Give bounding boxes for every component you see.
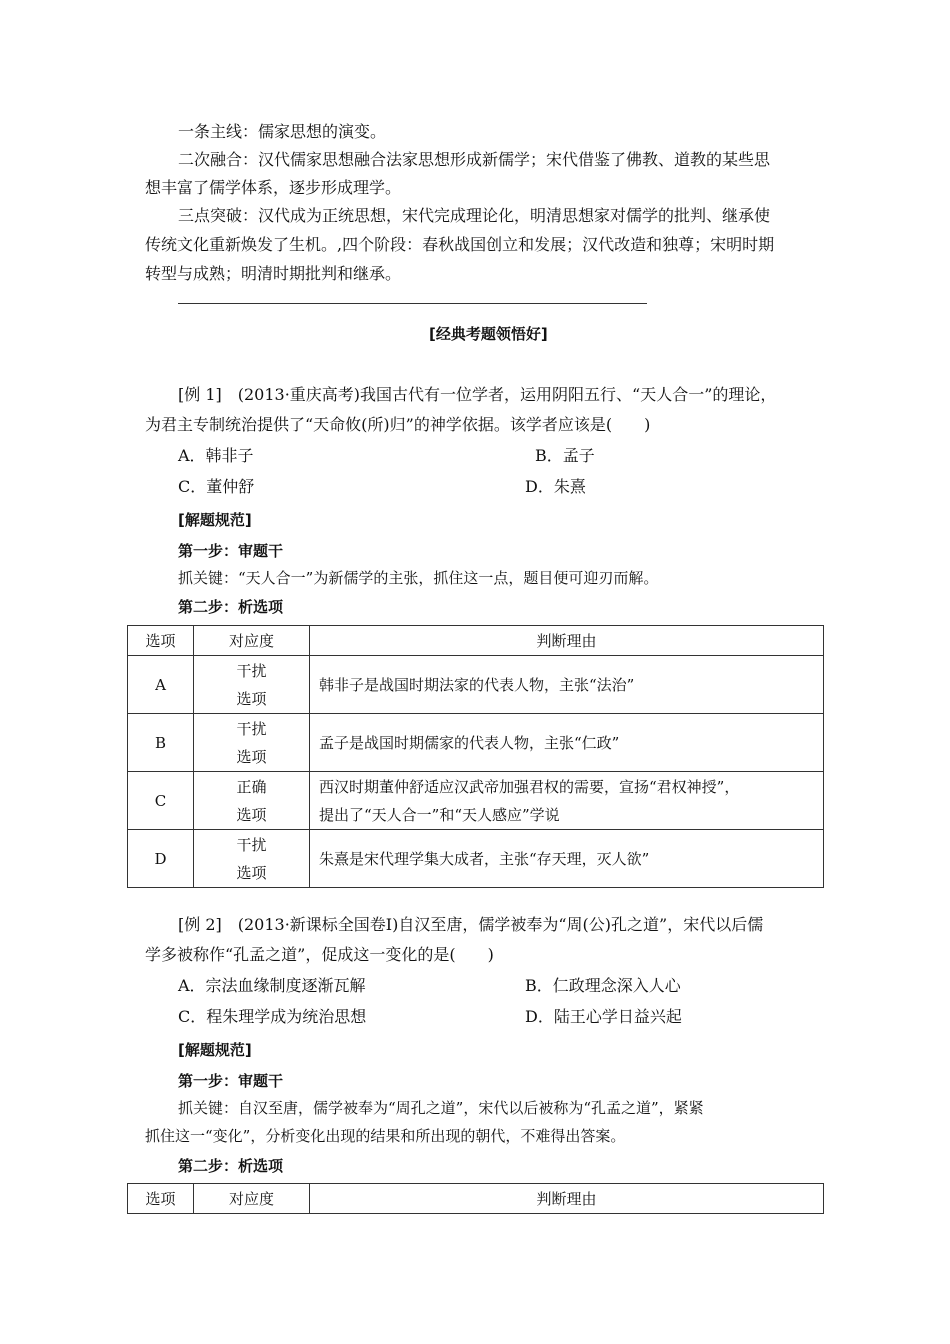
header-degree: 对应度 [194, 626, 310, 656]
example2-step1-text-b: 抓住这一“变化”，分析变化出现的结果和所出现的朝代，不难得出答案。 [145, 1127, 626, 1145]
example2-question-b: 学多被称作“孔孟之道”，促成这一变化的是( ) [145, 945, 494, 964]
row-degree [194, 656, 310, 714]
row-reason [310, 772, 824, 830]
summary-line-2a: 二次融合：汉代儒家思想融合法家思想形成新儒学；宋代借鉴了佛教、道教的某些思 [178, 150, 771, 169]
example2-analysis-table [127, 1183, 824, 1214]
summary-line-3c: 转型与成熟；明清时期批判和继承。 [145, 264, 402, 283]
example2-step1-text-a: 抓关键：自汉至唐，儒学被奉为“周孔之道”，宋代以后被称为“孔孟之道”，紧紧 [178, 1099, 704, 1117]
example2-option-a: A．宗法血缘制度逐渐瓦解 [178, 976, 366, 995]
example2-step1: 第一步：审题干 [178, 1072, 284, 1090]
example2-option-d: D．陆王心学日益兴起 [525, 1007, 682, 1026]
example1-option-c: C．董仲舒 [178, 477, 255, 496]
example1-question-b: 为君主专制统治提供了“天命攸(所)归”的神学依据。该学者应该是( ) [145, 415, 651, 434]
degree-line-1: 干扰 [236, 719, 267, 738]
example2-step2: 第二步：析选项 [178, 1157, 284, 1175]
header-option: 选项 [128, 626, 194, 656]
example1-analysis-table [127, 625, 824, 888]
row-option: D [128, 830, 194, 888]
example2-option-c: C．程朱理学成为统治思想 [178, 1007, 367, 1026]
row-option: B [128, 714, 194, 772]
row-degree [194, 830, 310, 888]
table-row [128, 772, 824, 830]
degree-line-2: 选项 [236, 863, 267, 882]
degree-line-2: 选项 [236, 805, 267, 824]
header-degree: 对应度 [194, 1184, 310, 1214]
summary-line-1: 一条主线：儒家思想的演变。 [178, 122, 387, 141]
example2-question-a: [例 2] (2013·新课标全国卷Ⅰ)自汉至唐，儒学被奉为“周(公)孔之道”，宋代以后儒 [178, 915, 764, 934]
table-row [128, 714, 824, 772]
divider-line [178, 303, 647, 304]
header-option: 选项 [128, 1184, 194, 1214]
reason-line-2: 提出了“天人合一”和“天人感应”学说 [319, 805, 560, 824]
reason-line-1: 西汉时期董仲舒适应汉武帝加强君权的需要，宣扬“君权神授”， [319, 777, 740, 796]
example1-question-a: [例 1] (2013·重庆高考)我国古代有一位学者，运用阴阳五行、“天人合一”的理论， [178, 385, 777, 404]
example1-step2: 第二步：析选项 [178, 598, 284, 616]
degree-line-2: 选项 [236, 747, 267, 766]
summary-line-3b: 传统文化重新焕发了生机。,四个阶段：春秋战国创立和发展；汉代改造和独尊；宋明时期 [145, 235, 775, 254]
example1-option-d: D．朱熹 [525, 477, 586, 496]
example2-guide: [解题规范] [178, 1041, 252, 1059]
example1-step1: 第一步：审题干 [178, 542, 284, 560]
example1-option-b: B．孟子 [535, 446, 595, 465]
row-option: C [128, 772, 194, 830]
table-header-row [128, 626, 824, 656]
degree-line-1: 干扰 [236, 661, 267, 680]
degree-line-2: 选项 [236, 689, 267, 708]
section-title: [经典考题领悟好] [429, 325, 548, 343]
degree-line-1: 干扰 [236, 835, 267, 854]
example1-step1-text: 抓关键：“天人合一”为新儒学的主张，抓住这一点，题目便可迎刃而解。 [178, 569, 659, 587]
header-reason: 判断理由 [310, 1184, 824, 1214]
row-reason: 韩非子是战国时期法家的代表人物，主张“法治” [310, 656, 824, 714]
row-degree [194, 772, 310, 830]
example2-option-b: B．仁政理念深入人心 [525, 976, 681, 995]
row-option: A [128, 656, 194, 714]
degree-line-1: 正确 [236, 777, 267, 796]
example1-option-a: A．韩非子 [178, 446, 254, 465]
summary-line-2b: 想丰富了儒学体系，逐步形成理学。 [145, 178, 402, 197]
table-row [128, 656, 824, 714]
table-row [128, 830, 824, 888]
row-reason: 孟子是战国时期儒家的代表人物，主张“仁政” [310, 714, 824, 772]
table-header-row [128, 1184, 824, 1214]
example1-guide: [解题规范] [178, 511, 252, 529]
header-reason: 判断理由 [310, 626, 824, 656]
row-degree [194, 714, 310, 772]
summary-line-3a: 三点突破：汉代成为正统思想，宋代完成理论化，明清思想家对儒学的批判、继承使 [178, 206, 771, 225]
row-reason: 朱熹是宋代理学集大成者，主张“存天理，灭人欲” [310, 830, 824, 888]
